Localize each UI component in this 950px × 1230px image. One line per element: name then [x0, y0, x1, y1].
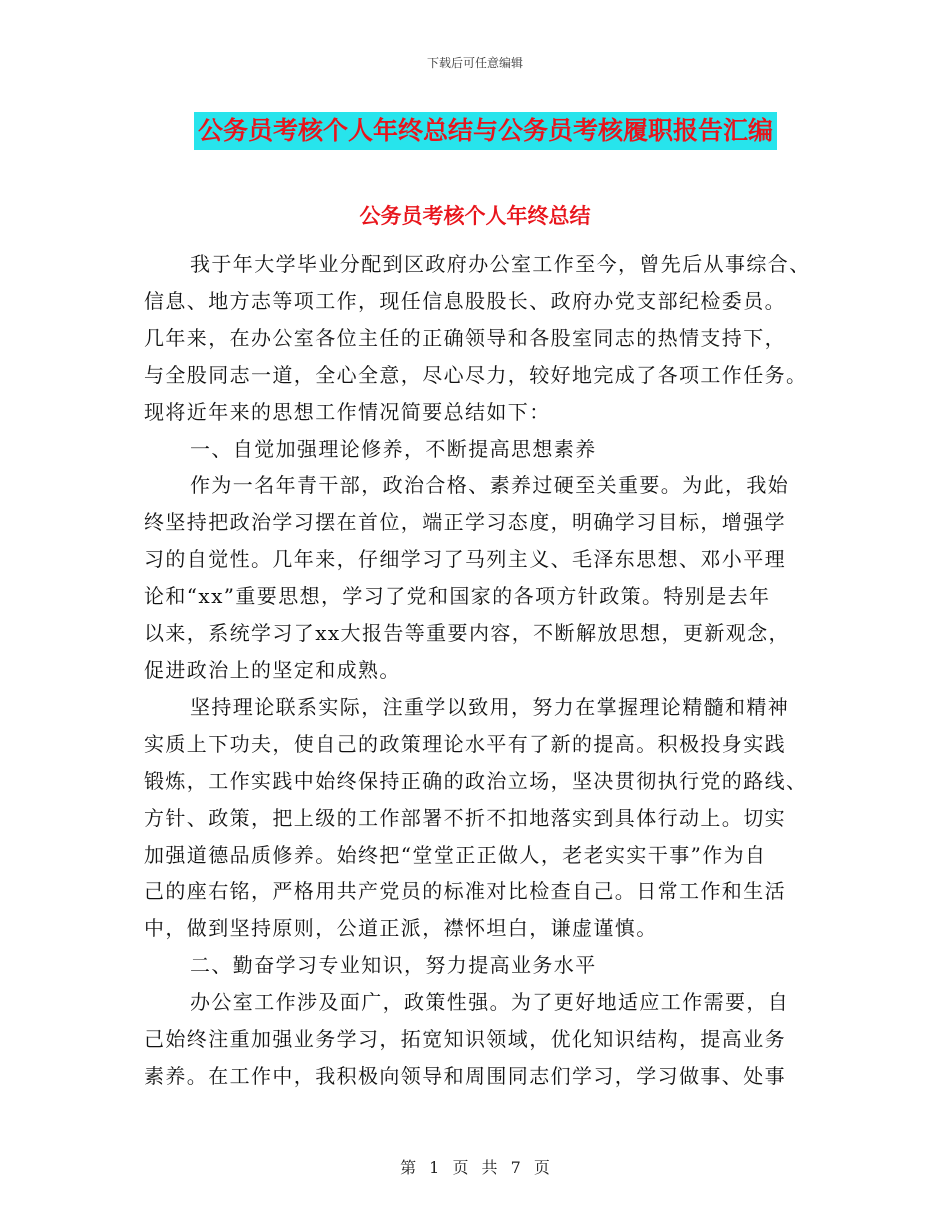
- body-line: 锻炼，工作实践中始终保持正确的政治立场，坚决贯彻执行党的路线、: [144, 768, 808, 793]
- section-heading: 一、自觉加强理论修养，不断提高思想素养: [190, 436, 597, 461]
- body-line: 与全股同志一道，全心全意，尽心尽力，较好地完成了各项工作任务。: [144, 362, 808, 387]
- body-line: 中，做到坚持原则，公道正派，襟怀坦白，谦虚谨慎。: [144, 916, 658, 941]
- body-line: 以来，系统学习了xx大报告等重要内容，不断解放思想，更新观念，: [144, 621, 790, 646]
- body-line: 素养。在工作中，我积极向领导和周围同志们学习，学习做事、处事: [144, 1063, 786, 1088]
- section-title: 公务员考核个人年终总结: [359, 204, 591, 228]
- body-line: 坚持理论联系实际，注重学以致用，努力在掌握理论精髓和精神: [190, 694, 790, 719]
- header-note: 下载后可任意编辑: [426, 56, 523, 70]
- body-line: 终坚持把政治学习摆在首位，端正学习态度，明确学习目标，增强学: [144, 510, 786, 535]
- body-line: 我于年大学毕业分配到区政府办公室工作至今，曾先后从事综合、: [190, 252, 811, 276]
- page-footer: 第 1 页 共 7 页: [400, 1158, 550, 1177]
- document-body: [144, 246, 816, 1095]
- body-line: 作为一名年青干部，政治合格、素养过硬至关重要。为此，我始: [190, 473, 790, 498]
- body-line: 信息、地方志等项工作，现任信息股股长、政府办党支部纪检委员。: [144, 288, 786, 313]
- body-line: 几年来，在办公室各位主任的正确领导和各股室同志的热情支持下，: [144, 325, 786, 350]
- body-line: 习的自觉性。几年来，仔细学习了马列主义、毛泽东思想、邓小平理: [144, 547, 786, 572]
- body-line: 现将近年来的思想工作情况简要总结如下：: [144, 399, 551, 424]
- body-line: 己始终注重加强业务学习，拓宽知识领域，优化知识结构，提高业务: [144, 1027, 786, 1052]
- section-heading: 二、勤奋学习专业知识，努力提高业务水平: [190, 953, 597, 978]
- body-line: 实质上下功夫，使自己的政策理论水平有了新的提高。积极投身实践: [144, 731, 786, 756]
- body-line: 办公室工作涉及面广，政策性强。为了更好地适应工作需要，自: [190, 990, 790, 1015]
- body-line: 己的座右铭，严格用共产党员的标准对比检查自己。日常工作和生活: [144, 879, 786, 904]
- body-line: 加强道德品质修养。始终把“堂堂正正做人，老老实实干事”作为自: [144, 842, 767, 867]
- document-title: 公务员考核个人年终总结与公务员考核履职报告汇编: [194, 112, 777, 150]
- body-line: 论和“xx”重要思想，学习了党和国家的各项方针政策。特别是去年: [144, 584, 771, 609]
- body-line: 促进政治上的坚定和成熟。: [144, 657, 401, 682]
- body-line: 方针、政策，把上级的工作部署不折不扣地落实到具体行动上。切实: [144, 805, 786, 830]
